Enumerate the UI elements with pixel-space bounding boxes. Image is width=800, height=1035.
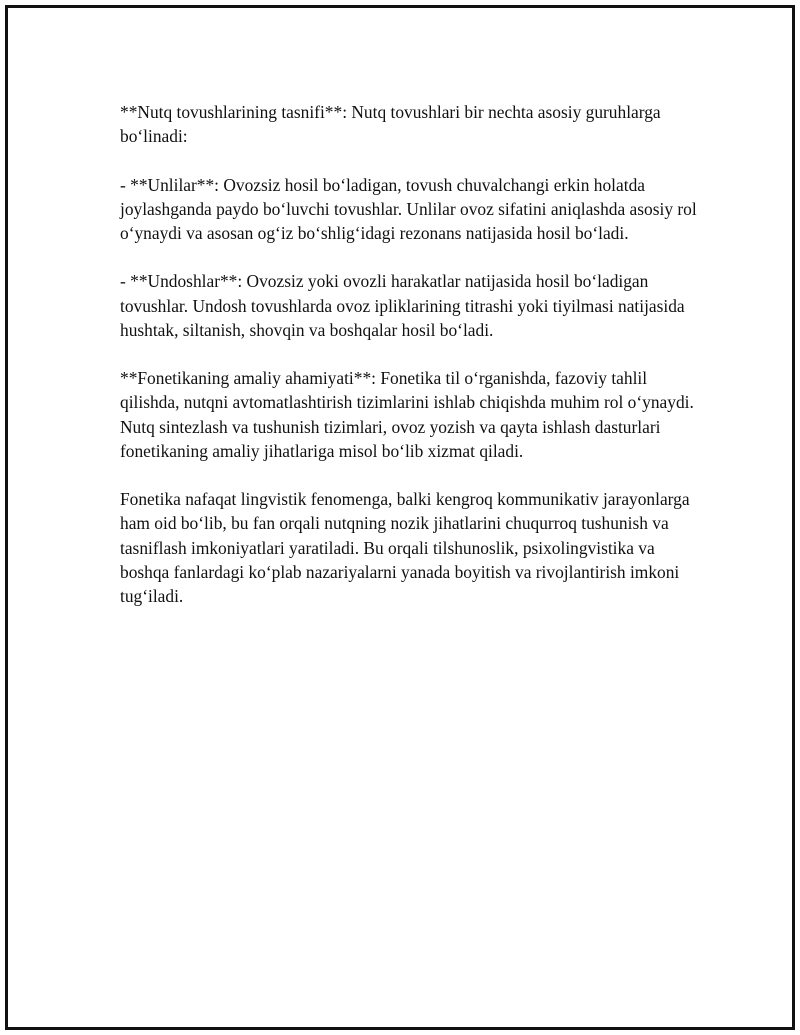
- paragraph-conclusion: Fonetika nafaqat lingvistik fenomenga, balki kengroq kommunikativ jarayonlarga ham oid bo‘lib, bu fan orqali nutqning nozik jihatlarini chuqurroq tushunish va tasniflash imkoniyatlari yaratiladi. Bu orqali tilshunoslik, psixolingvistika va boshqa fanlardagi ko‘plab nazariyalarni yanada boyitish va rivojlantirish imkoni tug‘iladi.: [120, 489, 690, 606]
- paragraph-classification: **Nutq tovushlarining tasnifi**: Nutq tovushlari bir nechta asosiy guruhlarga bo‘linadi:: [120, 102, 661, 147]
- page-frame: [5, 5, 795, 1030]
- paragraph-vowels: - **Unlilar**: Ovozsiz hosil bo‘ladigan, tovush chuvalchangi erkin holatda joylashganda paydo bo‘luvchi tovushlar. Unlilar ovoz sifatini aniqlashda asosiy rol o‘ynaydi va asosan og‘iz bo‘shlig‘idagi rezonans natijasida hosil bo‘ladi.: [120, 174, 697, 243]
- paragraph-practical-importance: **Fonetikaning amaliy ahamiyati**: Fonetika til o‘rganishda, fazoviy tahlil qilishda, nutqni avtomatlashtirish tizimlarini ishlab chiqishda muhim rol o‘ynaydi. Nutq sintezlash va tushunish tizimlari, ovoz yozish va qayta ishlash dasturlari fonetikaning amaliy jihatlariga misol bo‘lib xizmat qiladi.: [120, 368, 694, 461]
- paragraph-consonants: - **Undoshlar**: Ovozsiz yoki ovozli harakatlar natijasida hosil bo‘ladigan tovushlar. Undosh tovushlarda ovoz ipliklarining titrashi yoki tiyilmasi natijasida hushtak, siltanish, shovqin va boshqalar hosil bo‘ladi.: [120, 271, 685, 340]
- document-body: [120, 100, 700, 632]
